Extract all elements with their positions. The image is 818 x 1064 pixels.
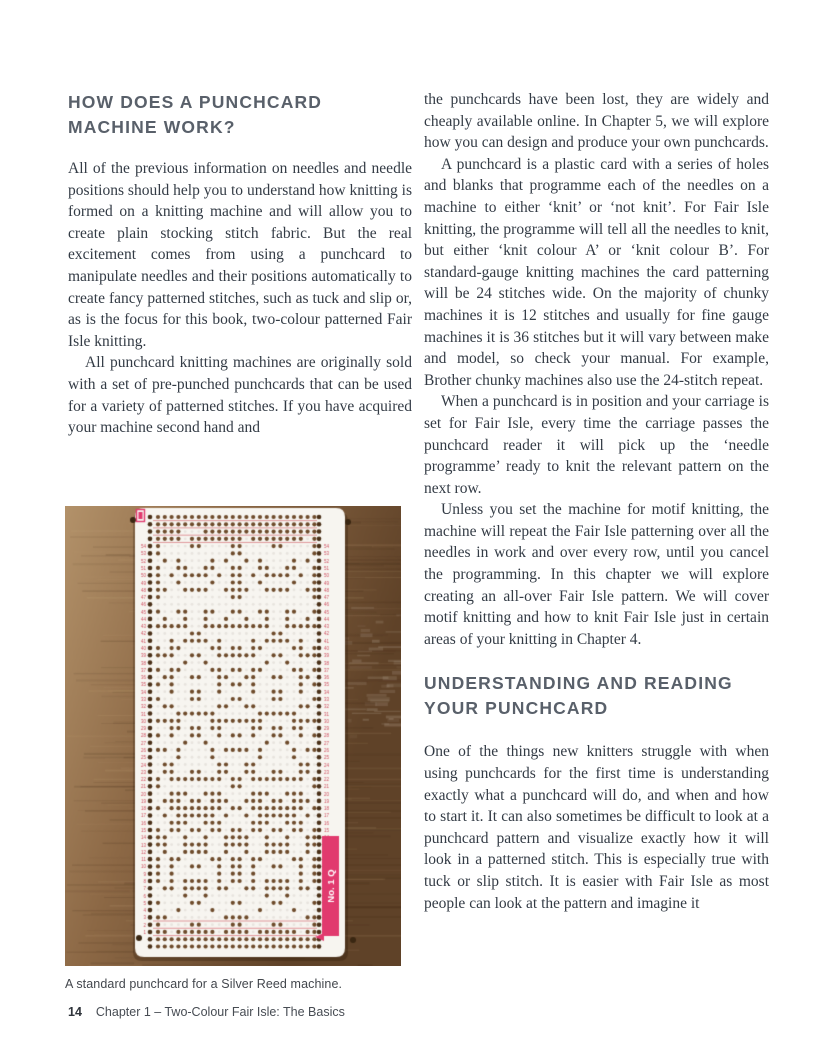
page-footer [68, 1005, 345, 1019]
paragraph: the punchcards have been lost, they are widely and cheaply available online. In Chapter 5, we will explore how you can design and produce your own punchcards. [424, 91, 769, 152]
figure-caption: A standard punchcard for a Silver Reed machine. [65, 977, 343, 991]
paragraph: When a punchcard is in position and your carriage is set for Fair Isle, every time the carriage passes the punchcard reader it will pick up the ‘needle programme’ ready to knit the relevant pattern on the next row. [424, 393, 769, 497]
section-heading-how-does-punchcard-work: HOW DOES A PUNCHCARD MACHINE WORK? [68, 92, 323, 137]
section-heading-understanding-punchcard: UNDERSTANDING AND READING YOUR PUNCHCARD [424, 673, 733, 719]
paragraph: All of the previous information on needles and needle positions should help you to understand how knitting is formed on a knitting machine and will allow you to create plain stocking stitch fabric. But the real excitement comes from using a punchcard to manipulate needles and their positions automatically to create fancy patterned stitches, such as tuck and slip or, as is the focus for this book, two-colour patterned Fair Isle knitting. [68, 160, 412, 350]
paragraph: One of the things new knitters struggle with when using punchcards for the first time is understanding exactly what a punchcard will do, and when and how to start it. It can also sometimes be difficult to look at a punchcard pattern and visualize exactly how it will look in a patterned stitch. This is especially true with tuck or slip stitch. It is easier with Fair Isle as most people can look at the pattern and imagine it [424, 743, 769, 912]
chapter-title: Chapter 1 – Two-Colour Fair Isle: The Basics [95, 1005, 345, 1019]
punchcard-figure [65, 506, 401, 991]
page-number: 14 [68, 1005, 82, 1019]
right-column [424, 89, 769, 914]
paragraph: Unless you set the machine for motif knitting, the machine will repeat the Fair Isle patterning over all the needles in work and over every row, until you cancel the programming. In this chapter we will explore creating an all-over Fair Isle pattern. We will cover motif knitting and how to knit Fair Isle just in certain areas of your knitting in Chapter 4. [424, 501, 769, 648]
left-column [68, 90, 412, 439]
punchcard-photo [65, 506, 401, 966]
paragraph: All punchcard knitting machines are originally sold with a set of pre-punched punchcards that can be used for a variety of patterned stitches. If you have acquired your machine second hand and [68, 354, 412, 437]
paragraph: A punchcard is a plastic card with a series of holes and blanks that programme each of the needles on a machine to either ‘knit’ or ‘not knit’. For Fair Isle knitting, the programme will tell all the needles to knit, but either ‘knit colour A’ or ‘knit colour B’. For standard-gauge knitting machines the card patterning will be 24 stitches wide. On the majority of chunky machines it is 12 stitches and usually for fine gauge machines it is 36 stitches but it will vary between make and model, so check your manual. For example, Brother chunky machines also use the 24-stitch repeat. [424, 155, 769, 389]
